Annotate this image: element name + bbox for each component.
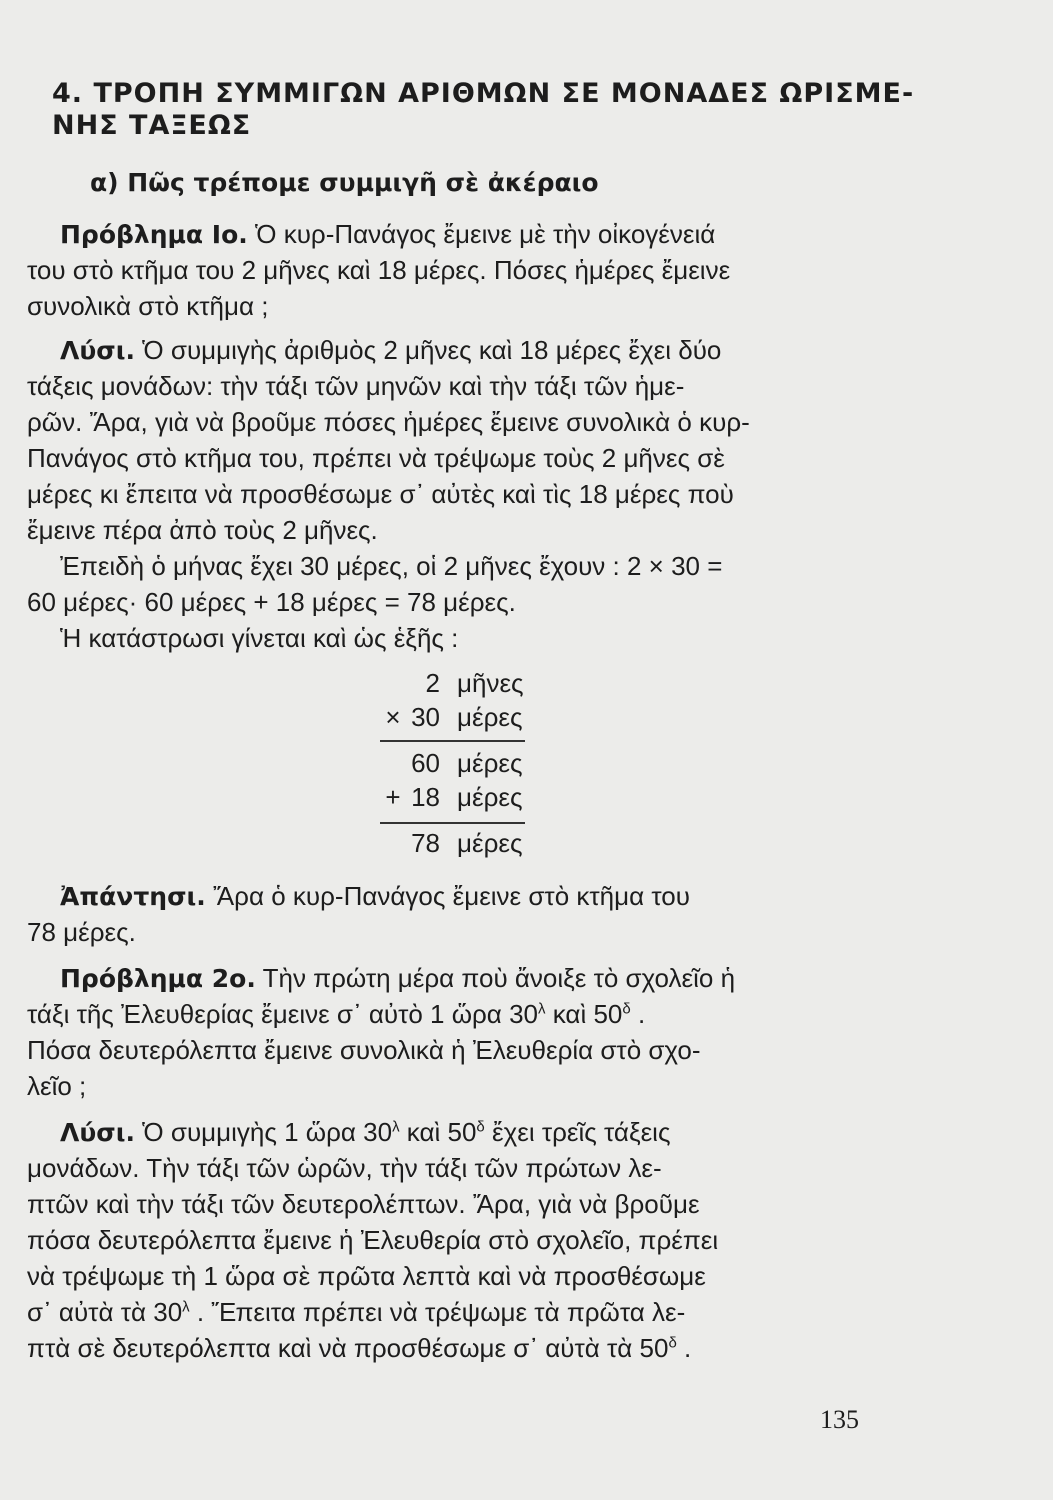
- heading-line-2: ΝΗΣ ΤΑΞΕΩΣ: [52, 110, 252, 141]
- answer-1-label: Ἀπάντησι.: [60, 882, 206, 911]
- solution-1-line-4: Πανάγος στὸ κτῆμα του, πρέπει νὰ τρέψωμε τοὺς 2 μῆνες σὲ: [27, 443, 725, 473]
- solution-2-line-6: σ᾽ αὐτὰ τὰ $30^\lambda$ . Ἔπειτα πρέπει νὰ τρέψωμε τὰ πρῶτα λε-: [27, 1297, 686, 1327]
- heading-line-1: 4. ΤΡΟΠΗ ΣΥΜΜΙΓΩΝ ΑΡΙΘΜΩΝ ΣΕ ΜΟΝΑΔΕΣ ΩΡΙΣΜΕ-: [52, 78, 915, 109]
- solution-2-line-2: μονάδων. Τὴν τάξι τῶν ὡρῶν, τὴν τάξι τῶν πρώτων λε-: [27, 1153, 662, 1183]
- calc-row: + 18 μέρες: [385, 782, 523, 812]
- problem-1-label: Πρόβλημα Ιο.: [60, 220, 248, 249]
- answer-1-line-1: Ἀπάντησι. Ἄρα ὁ κυρ-Πανάγος ἔμεινε στὸ κτῆμα του: [60, 881, 690, 911]
- calc-row: 78 μέρες: [411, 828, 523, 858]
- solution-1-para3: Ἡ κατάστρωσι γίνεται καὶ ὡς ἑξῆς :: [60, 623, 459, 653]
- subheading: α) Πῶς τρέπομε συμμιγῆ σὲ ἀκέραιο: [90, 168, 599, 197]
- solution-2-label: Λύσι.: [60, 1118, 135, 1147]
- calc-row: 60 μέρες: [411, 748, 523, 778]
- calc-rule: [380, 740, 525, 742]
- solution-1-label: Λύσι.: [60, 336, 135, 365]
- solution-2-line-5: νὰ τρέψωμε τὴ 1 ὥρα σὲ πρῶτα λεπτὰ καὶ νὰ προσθέσωμε: [27, 1261, 706, 1291]
- problem-2-line-4: λεῖο ;: [27, 1071, 87, 1101]
- problem-1-line-3: συνολικὰ στὸ κτῆμα ;: [27, 291, 269, 321]
- section-heading: [52, 78, 952, 142]
- solution-2-line-1: Λύσι. Ὁ συμμιγὴς 1 ὥρα $30^\lambda$ καὶ $50^\delta$ ἔχει τρεῖς τάξεις: [60, 1117, 671, 1147]
- solution-1-line-5: μέρες κι ἔπειτα νὰ προσθέσωμε σ᾽ αὐτὲς καὶ τὶς 18 μέρες ποὺ: [27, 479, 734, 509]
- solution-2-line-7: πτὰ σὲ δευτερόλεπτα καὶ νὰ προσθέσωμε σ᾽ αὐτὰ τὰ $50^\delta$ .: [27, 1333, 692, 1363]
- solution-1-line-2: τάξεις μονάδων: τὴν τάξι τῶν μηνῶν καὶ τὴν τάξι τῶν ἡμε-: [27, 371, 685, 401]
- calculation-block: [380, 668, 540, 862]
- solution-1-line-3: ρῶν. Ἄρα, γιὰ νὰ βροῦμε πόσες ἡμέρες ἔμεινε συνολικὰ ὁ κυρ-: [27, 407, 750, 437]
- calc-row: 2 μῆνες: [425, 668, 524, 698]
- page-number: 135: [820, 1405, 859, 1434]
- problem-2-line-1: Πρόβλημα 2ο. Τὴν πρώτη μέρα ποὺ ἄνοιξε τὸ σχολεῖο ἡ: [60, 963, 736, 993]
- problem-1-line-2: του στὸ κτῆμα του 2 μῆνες καὶ 18 μέρες. Πόσες ἡμέρες ἔμεινε: [27, 255, 731, 285]
- solution-1-para2-line-2: 60 μέρες· 60 μέρες + 18 μέρες = 78 μέρες.: [27, 587, 516, 617]
- problem-2-label: Πρόβλημα 2ο.: [60, 964, 256, 993]
- solution-2-line-4: πόσα δευτερόλεπτα ἔμεινε ἡ Ἐλευθερία στὸ σχολεῖο, πρέπει: [27, 1225, 719, 1255]
- solution-1-line-6: ἔμεινε πέρα ἀπὸ τοὺς 2 μῆνες.: [27, 515, 378, 545]
- calc-rule: [380, 822, 525, 824]
- problem-2-line-2: τάξι τῆς Ἐλευθερίας ἔμεινε σ᾽ αὐτὸ 1 ὥρα $30^\lambda$ καὶ $50^\delta$ .: [27, 999, 646, 1029]
- problem-1-line-1: Πρόβλημα Ιο. Ὁ κυρ-Πανάγος ἔμεινε μὲ τὴν οἰκογένειά: [60, 219, 716, 249]
- calc-row: × 30 μέρες: [385, 702, 523, 732]
- answer-1-line-2: 78 μέρες.: [27, 917, 136, 947]
- solution-2-line-3: πτῶν καὶ τὴν τάξι τῶν δευτερολέπτων. Ἄρα, γιὰ νὰ βροῦμε: [27, 1189, 700, 1219]
- solution-1-para2-line-1: Ἐπειδὴ ὁ μήνας ἔχει 30 μέρες, οἱ 2 μῆνες ἔχουν : 2 × 30 =: [60, 551, 723, 581]
- solution-1-line-1: Λύσι. Ὁ συμμιγὴς ἀριθμὸς 2 μῆνες καὶ 18 μέρες ἔχει δύο: [60, 335, 722, 365]
- problem-2-line-3: Πόσα δευτερόλεπτα ἔμεινε συνολικὰ ἡ Ἐλευθερία στὸ σχο-: [27, 1035, 701, 1065]
